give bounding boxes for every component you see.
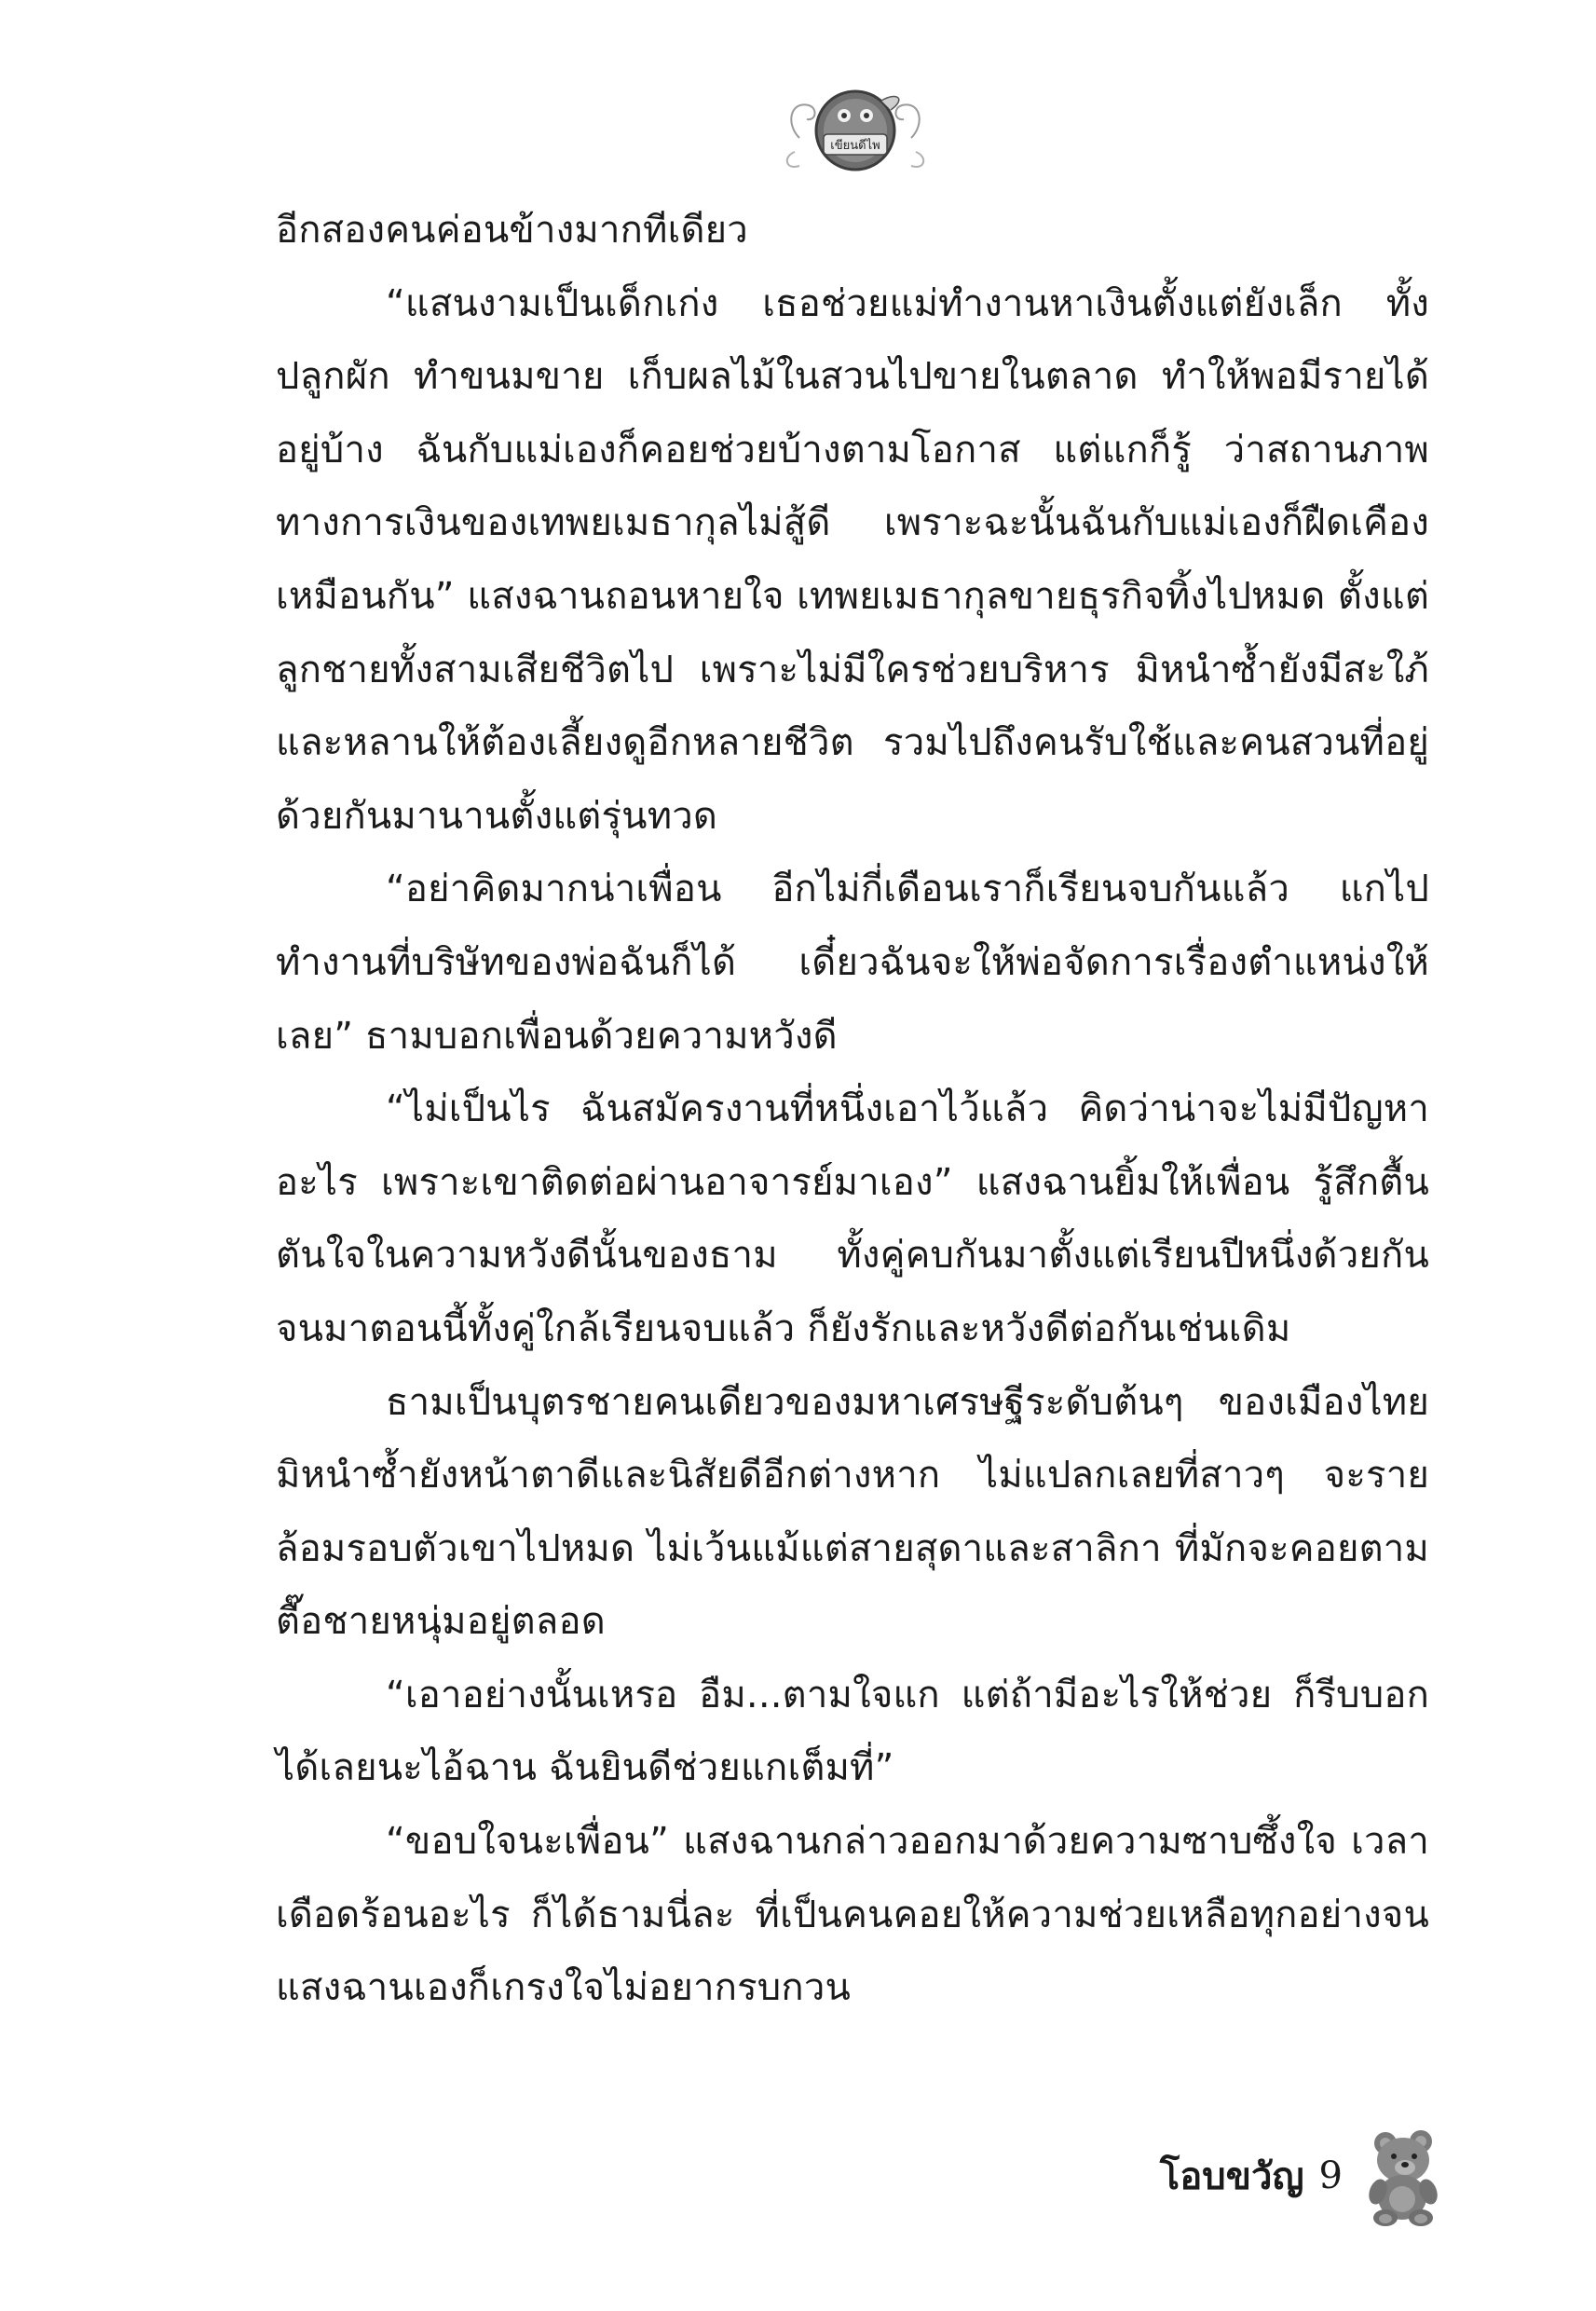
paragraph: ธามเป็นบุตรชายคนเดียวของมหาเศรษฐีระดับต้นๆ ของเมืองไทย มิหนำซ้ำยังหน้าตาดีและนิสัยดีอีกต่างหาก ไม่แปลกเลยที่สาวๆ จะรายล้อมรอบตัวเขาไปหมด ไม่เว้นแม้แต่สายสุดาและสาลิกา ที่มักจะคอยตามตื๊อชายหนุ่มอยู่ตลอด — [276, 1380, 1429, 1644]
book-title: โอบขวัญ — [1159, 2155, 1304, 2198]
paragraph: “อย่าคิดมากน่าเพื่อน อีกไม่กี่เดือนเราก็เรียนจบกันแล้ว แกไปทำงานที่บริษัทของพ่อฉันก็ได้ เดี๋ยวฉันจะให้พ่อจัดการเรื่องตำแหน่งให้เลย” ธามบอกเพื่อนด้วยความหวังดี — [276, 868, 1429, 1058]
paragraph: อีกสองคนค่อนข้างมากทีเดียว — [276, 209, 748, 252]
page-footer — [1160, 2115, 1447, 2236]
paragraph: “ไม่เป็นไร ฉันสมัครงานที่หนึ่งเอาไว้แล้ว คิดว่าน่าจะไม่มีปัญหาอะไร เพราะเขาติดต่อผ่านอาจารย์มาเอง” แสงฉานยิ้มให้เพื่อน รู้สึกตื้นตันใจในความหวังดีนั้นของธาม ทั้งคู่คบกันมาตั้งแต่เรียนปีหนึ่งด้วยกัน จนมาตอนนี้ทั้งคู่ใกล้เรียนจบแล้ว ก็ยังรักและหวังดีต่อกันเช่นเดิม — [276, 1087, 1429, 1350]
paragraph: “ขอบใจนะเพื่อน” แสงฉานกล่าวออกมาด้วยความซาบซึ้งใจ เวลาเดือดร้อนอะไร ก็ได้ธามนี่ละ ที่เป็นคนคอยให้ความช่วยเหลือทุกอย่างจนแสงฉานเองก็เกรงใจไม่อยากรบกวน — [276, 1820, 1429, 2010]
paragraph: “แสนงามเป็นเด็กเก่ง เธอช่วยแม่ทำงานหาเงินตั้งแต่ยังเล็ก ทั้งปลูกผัก ทำขนมขาย เก็บผลไม้ในสวนไปขายในตลาด ทำให้พอมีรายได้อยู่บ้าง ฉันกับแม่เองก็คอยช่วยบ้างตามโอกาส แต่แกก็รู้ ว่าสถานภาพทางการเงินของเทพยเมธากุลไม่สู้ดี เพราะฉะนั้นฉันกับแม่เองก็ฝืดเคืองเหมือนกัน” แสงฉานถอนหายใจ เทพยเมธากุลขายธุรกิจทิ้งไปหมด ตั้งแต่ลูกชายทั้งสามเสียชีวิตไป เพราะไม่มีใครช่วยบริหาร มิหนำซ้ำยังมีสะใภ้และหลานให้ต้องเลี้ยงดูอีกหลายชีวิต รวมไปถึงคนรับใช้และคนสวนที่อยู่ด้วยกันมานานตั้งแต่รุ่นทวด — [276, 281, 1429, 838]
paragraph: “เอาอย่างนั้นเหรอ อืม...ตามใจแก แต่ถ้ามีอะไรให้ช่วย ก็รีบบอกได้เลยนะไอ้ฉาน ฉันยินดีช่วยแกเต็มที่” — [276, 1673, 1429, 1790]
decorative-emblem-icon — [781, 73, 930, 185]
emblem-text: เขียนดีไพ — [830, 139, 880, 153]
teddy-bear-icon — [1363, 2125, 1447, 2227]
body-text — [276, 194, 1429, 2025]
page-number: 9 — [1318, 2154, 1343, 2197]
